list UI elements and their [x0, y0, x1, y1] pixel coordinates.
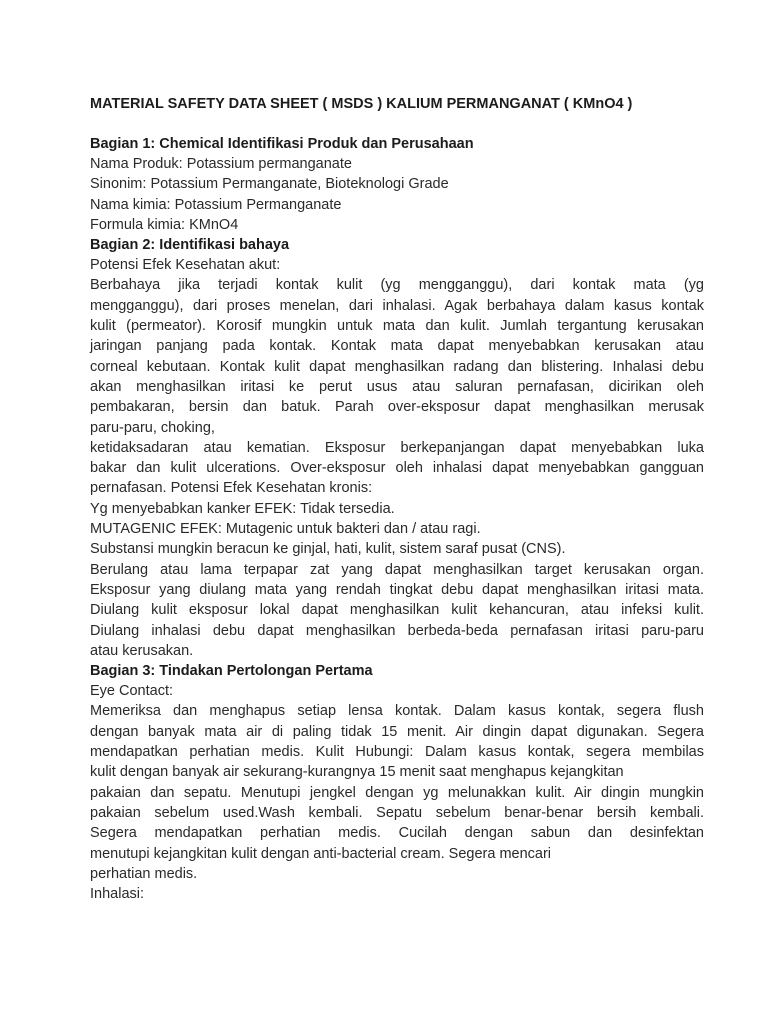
- text-line: menutupi kejangkitan kulit dengan anti-bacterial cream. Segera mencari: [90, 845, 552, 862]
- text-line: Nama Produk: Potassium permanganate: [90, 156, 352, 172]
- text-line: MUTAGENIC EFEK: Mutagenic untuk bakteri dan / atau ragi.: [90, 521, 481, 538]
- text-line: dengan banyak mata air di paling tidak 15 menit. Air dingin dapat digunakan. Segera: [90, 723, 704, 740]
- section-3-body: [90, 681, 704, 904]
- text-line: pakaian dan sepatu. Menutupi jengkel dengan yg melunakkan kulit. Air dingin mungkin: [90, 784, 704, 801]
- text-line: perhatian medis.: [90, 865, 198, 882]
- text-line: Eksposur yang diulang mata yang rendah tingkat debu dapat menghasilkan iritasi mata.: [90, 581, 704, 598]
- text-line: Nama kimia: Potassium Permanganate: [90, 196, 342, 213]
- text-line: Sinonim: Potassium Permanganate, Bioteknologi Grade: [90, 176, 449, 193]
- document-title: MATERIAL SAFETY DATA SHEET ( MSDS ) KALIUM PERMANGANAT ( KMnO4 ): [90, 96, 633, 112]
- section-3-heading: Bagian 3: Tindakan Pertolongan Pertama: [90, 663, 373, 680]
- text-line: Segera mendapatkan perhatian medis. Cucilah dengan sabun dan desinfektan: [90, 825, 704, 842]
- text-line: Memeriksa dan menghapus setiap lensa kontak. Dalam kasus kontak, segera flush: [90, 703, 704, 720]
- text-line: Eye Contact:: [90, 683, 174, 700]
- text-line: Diulang kulit eksposur lokal dapat menghasilkan kulit kehancuran, atau infeksi kulit.: [90, 602, 704, 619]
- text-line: Berbahaya jika terjadi kontak kulit (yg mengganggu), dari kontak mata (yg: [90, 277, 704, 294]
- text-line: Formula kimia: KMnO4: [90, 216, 239, 233]
- text-line: kulit (permeator). Korosif mungkin untuk mata dan kulit. Jumlah tergantung kerusakan: [90, 318, 704, 335]
- text-line: jaringan panjang pada kontak. Kontak mata dapat menyebabkan kerusakan atau: [90, 338, 704, 355]
- text-line: mendapatkan perhatian medis. Kulit Hubungi: Dalam kasus kontak, segera membilas: [90, 744, 704, 761]
- text-line: Berulang atau lama terpapar zat yang dapat menghasilkan target kerusakan organ.: [90, 561, 704, 578]
- text-line: Inhalasi:: [90, 886, 145, 903]
- text-line: corneal kebutaan. Kontak kulit dapat menghasilkan radang dan blistering. Inhalasi debu: [90, 358, 704, 375]
- text-line: Potensi Efek Kesehatan akut:: [90, 257, 281, 274]
- text-line: pernafasan. Potensi Efek Kesehatan kronis:: [90, 480, 373, 497]
- document-page: [90, 94, 704, 904]
- section-2-body: [90, 255, 704, 661]
- text-line: Diulang inhalasi debu dapat menghasilkan berbeda-beda pernafasan iritasi paru-paru: [90, 622, 704, 639]
- text-line: pembakaran, bersin dan batuk. Parah over-eksposur dapat menghasilkan merusak: [90, 399, 704, 416]
- text-line: bakar dan kulit ulcerations. Over-eksposur oleh inhalasi dapat menyebabkan gangguan: [90, 460, 704, 477]
- text-line: Yg menyebabkan kanker EFEK: Tidak tersedia.: [90, 500, 395, 517]
- text-line: mengganggu), dari proses menelan, dari inhalasi. Agak berbahaya dalam kasus kontak: [90, 297, 704, 314]
- section-1-body: [90, 154, 704, 235]
- text-line: Substansi mungkin beracun ke ginjal, hati, kulit, sistem saraf pusat (CNS).: [90, 541, 566, 558]
- text-line: pakaian sebelum used.Wash kembali. Sepatu sebelum benar-benar bersih kembali.: [90, 804, 704, 821]
- text-line: akan menghasilkan iritasi ke perut usus atau saluran pernafasan, dicirikan oleh: [90, 378, 704, 395]
- text-line: atau kerusakan.: [90, 642, 194, 659]
- section-2-heading: Bagian 2: Identifikasi bahaya: [90, 237, 290, 254]
- text-line: kulit dengan banyak air sekurang-kurangnya 15 menit saat menghapus kejangkitan: [90, 764, 624, 781]
- text-line: ketidaksadaran atau kematian. Eksposur berkepanjangan dapat menyebabkan luka: [90, 439, 704, 456]
- text-line: paru-paru, choking,: [90, 419, 215, 436]
- section-1-heading: Bagian 1: Chemical Identifikasi Produk dan Perusahaan: [90, 136, 474, 152]
